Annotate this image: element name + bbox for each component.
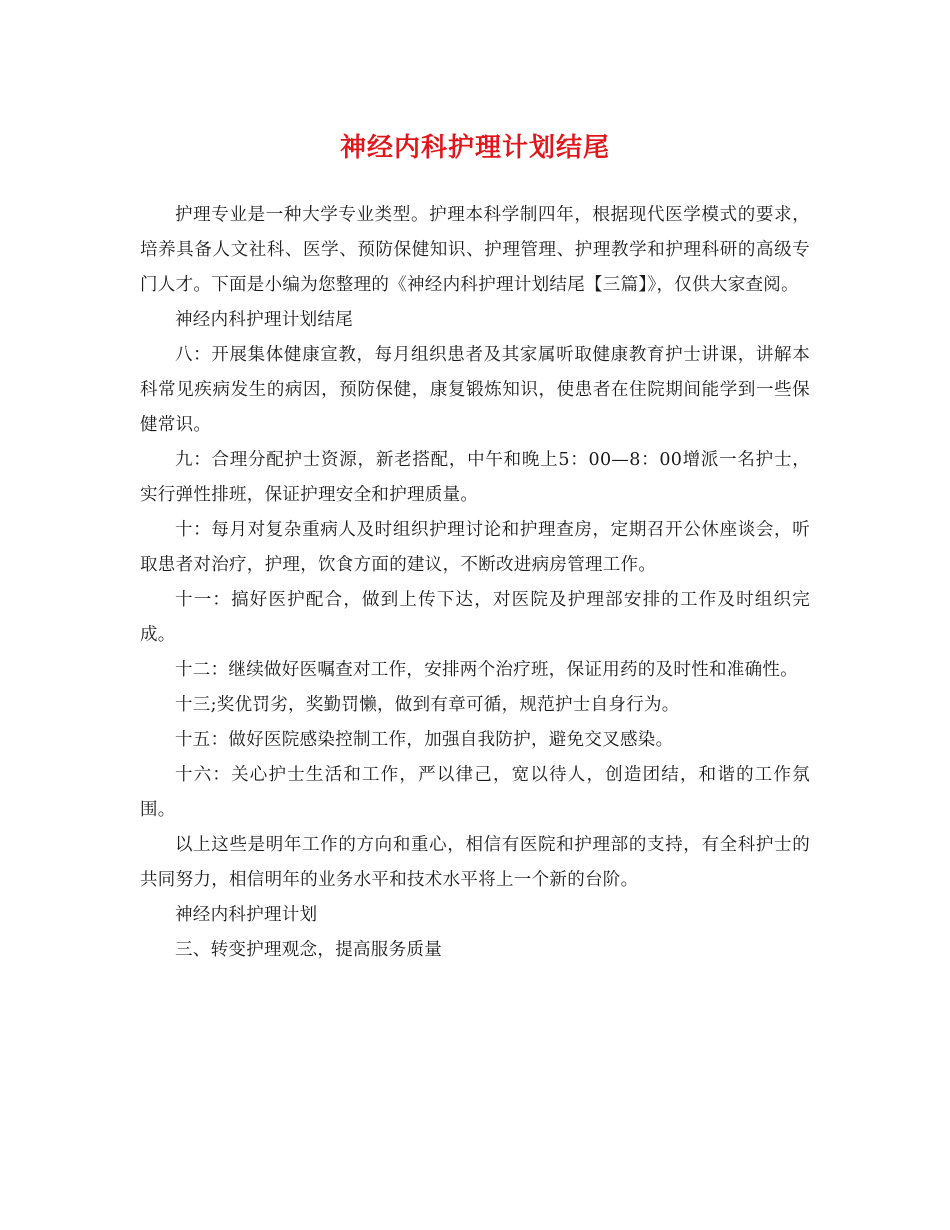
paragraph-plan-heading: 神经内科护理计划 — [175, 905, 318, 925]
paragraph-item-10: 十：每月对复杂重病人及时组织护理讨论和护理查房，定期召开公休座谈会，听取患者对治疗，护理，饮食方面的建议，不断改进病房管理工作。 — [140, 520, 810, 575]
paragraph-item-13: 十三;奖优罚劣，奖勤罚懒，做到有章可循，规范护士自身行为。 — [175, 695, 680, 715]
paragraph-item-12: 十二：继续做好医嘱查对工作，安排两个治疗班，保证用药的及时性和准确性。 — [175, 660, 798, 680]
paragraph-item-9: 九：合理分配护士资源，新老搭配，中午和晚上5：00—8：00增派一名护士，实行弹性排班，保证护理安全和护理质量。 — [140, 450, 810, 505]
paragraph-section-three: 三、转变护理观念，提高服务质量 — [175, 940, 442, 960]
paragraph-item-16: 十六：关心护士生活和工作，严以律己，宽以待人，创造团结，和谐的工作氛围。 — [140, 765, 810, 820]
paragraph-item-15: 十五：做好医院感染控制工作，加强自我防护，避免交叉感染。 — [175, 730, 674, 750]
document-page — [140, 128, 810, 968]
paragraph-summary: 以上这些是明年工作的方向和重心，相信有医院和护理部的支持，有全科护士的共同努力，相信明年的业务水平和技术水平将上一个新的台阶。 — [140, 835, 810, 890]
paragraph-section-heading: 神经内科护理计划结尾 — [175, 310, 353, 330]
paragraph-item-8: 八：开展集体健康宣教，每月组织患者及其家属听取健康教育护士讲课，讲解本科常见疾病发生的病因，预防保健，康复锻炼知识，使患者在住院期间能学到一些保健常识。 — [140, 345, 810, 435]
document-title: 神经内科护理计划结尾 — [339, 133, 610, 163]
paragraph-item-11: 十一：搞好医护配合，做到上传下达，对医院及护理部安排的工作及时组织完成。 — [140, 590, 810, 645]
paragraph-intro: 护理专业是一种大学专业类型。护理本科学制四年，根据现代医学模式的要求，培养具备人文社科、医学、预防保健知识、护理管理、护理教学和护理科研的高级专门人才。下面是小编为您整理的《神经内科护理计划结尾【三篇】》，仅供大家查阅。 — [140, 205, 810, 295]
